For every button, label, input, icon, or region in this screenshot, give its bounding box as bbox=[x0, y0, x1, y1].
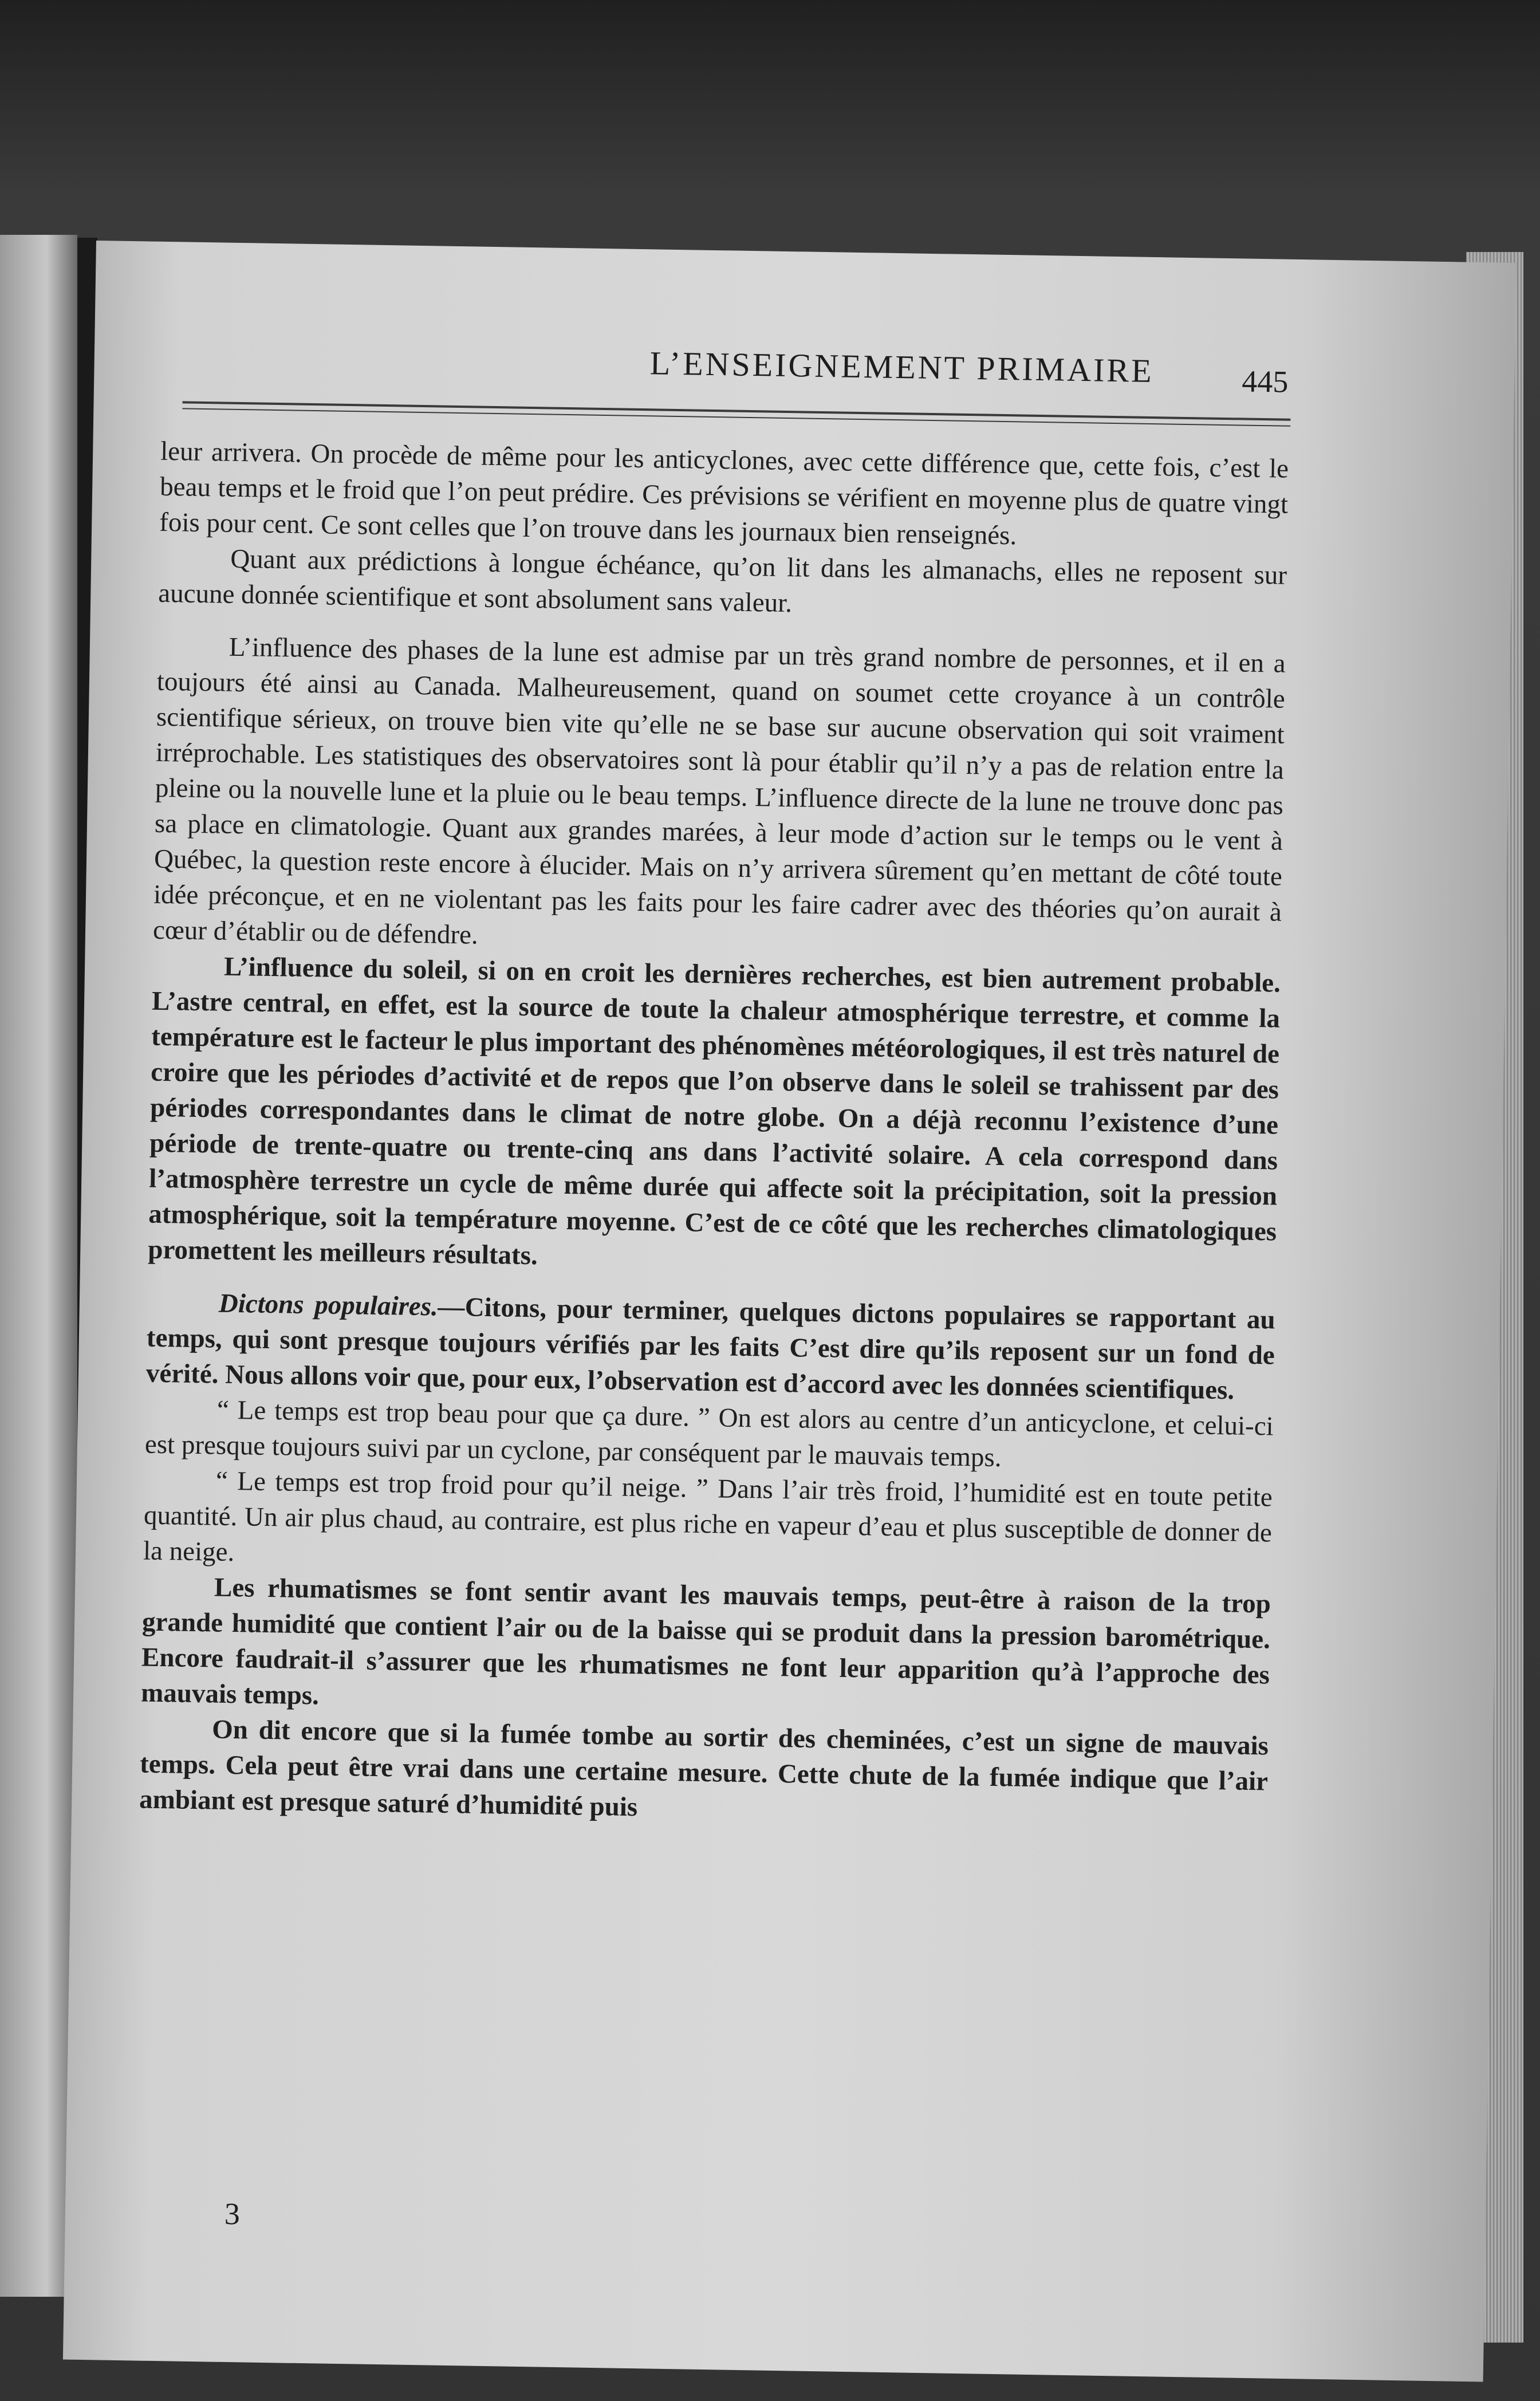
book-page bbox=[63, 241, 1517, 2382]
paragraph: L’influence du soleil, si on en croit les dernières recherches, est bien autrement probable. L’astre central, en effet, est la source de toute la chaleur atmosphérique terrestre, et comme la température est le facteur le plus important des phénomènes météorologiques, il est très naturel de croire que les périodes d’activité et de repos que l’on observe dans le soleil se trahissent par des périodes correspondantes dans le climat de notre globe. On a déjà reconnu l’existence d’une période de trente-quatre ou trente-cinq ans dans l’activité solaire. A cela correspond dans l’atmosphère terrestre un cycle de même durée qui affecte soit la précipitation, soit la pression atmosphérique, soit la température moyenne. C’est de ce côté que les recherches climatologiques promettent les meilleurs résultats. bbox=[147, 951, 1281, 1271]
paragraph: Les rhumatismes se font sentir avant les mauvais temps, peut-être à raison de la trop grande humidité que contient l’air ou de la baisse qui se produit dans la pression barométrique. Encore faudrait-il s’assurer que les rhumatismes ne font leur apparition qu’à l’approche des mauvais temps. bbox=[140, 1572, 1271, 1711]
paragraph: leur arrivera. On procède de même pour les anticyclones, avec cette différence que, cette fois, c’est le beau temps et le froid que l’on peut prédire. Ces prévisions se vérifient en moyenne plus de quatre vingt fois pour cent. Ce sont celles que l’on trouve dans les journaux bien renseignés. bbox=[159, 436, 1289, 551]
paragraph: Quant aux prédictions à longue échéance, qu’on lit dans les almanachs, elles ne reposent sur aucune donnée scientifique et sont absolument sans valeur. bbox=[157, 544, 1287, 619]
paragraph: L’influence des phases de la lune est admise par un très grand nombre de personnes, et il en a toujours été ainsi au Canada. Malheureusement, quand on soumet cette croyance à un contrôle scientifique sérieux, on trouve bien vite qu’elle ne se base sur aucune observation qui soit vraiment irréprochable. Les statistiques des observatoires sont là pour établir qu’il n’y a pas de relation entre la pleine ou la nouvelle lune et la pluie ou le beau temps. L’influence directe de la lune ne trouve donc pas sa place en climatologie. Quant aux grandes marées, à leur mode d’action sur le temps ou le vent à Québec, la question reste encore à élucider. Mais on n’y arrivera sûrement qu’en mettant de côté toute idée préconçue, et en ne violentant pas les faits pour les faire cadrer avec des théories qu’on aurait à cœur d’établir ou de défendre. bbox=[152, 632, 1286, 950]
section-heading: Dictons populaires.— bbox=[218, 1288, 466, 1322]
paragraph bbox=[145, 1285, 1275, 1409]
signature-mark: 3 bbox=[224, 2196, 241, 2231]
page-number: 445 bbox=[1241, 364, 1289, 399]
facing-page-edge bbox=[0, 235, 77, 2297]
paragraph: “ Le temps est trop beau pour que ça dure. ” On est alors au centre d’un anticyclone, et celui-ci est presque toujours suivi par un cyclone, par conséquent par le mauvais temps. bbox=[144, 1395, 1274, 1473]
running-title: L’ENSEIGNEMENT PRIMAIRE bbox=[649, 344, 1155, 390]
page-body bbox=[139, 434, 1289, 1835]
paragraph: “ Le temps est trop froid pour qu’il neige. ” Dans l’air très froid, l’humidité est en toute petite quantité. Un air plus chaud, au contraire, est plus riche en vapeur d’eau et plus susceptible de donner de la neige. bbox=[143, 1466, 1273, 1568]
paragraph: On dit encore que si la fumée tombe au sortir des cheminées, c’est un signe de mauvais temps. Cela peut être vrai dans une certaine mesure. Cette chute de la fumée indique que l’air ambiant est presque saturé d’humidité puis bbox=[139, 1714, 1269, 1823]
paragraph-text: Citons, pour terminer, quelques dictons populaires se rapportant au temps, qui sont presque toujours vérifiés par les faits C’est dire qu’ils reposent sur un fond de vérité. Nous allons voir que, pour eux, l’observation est d’accord avec les données scientifiques. bbox=[145, 1292, 1276, 1406]
